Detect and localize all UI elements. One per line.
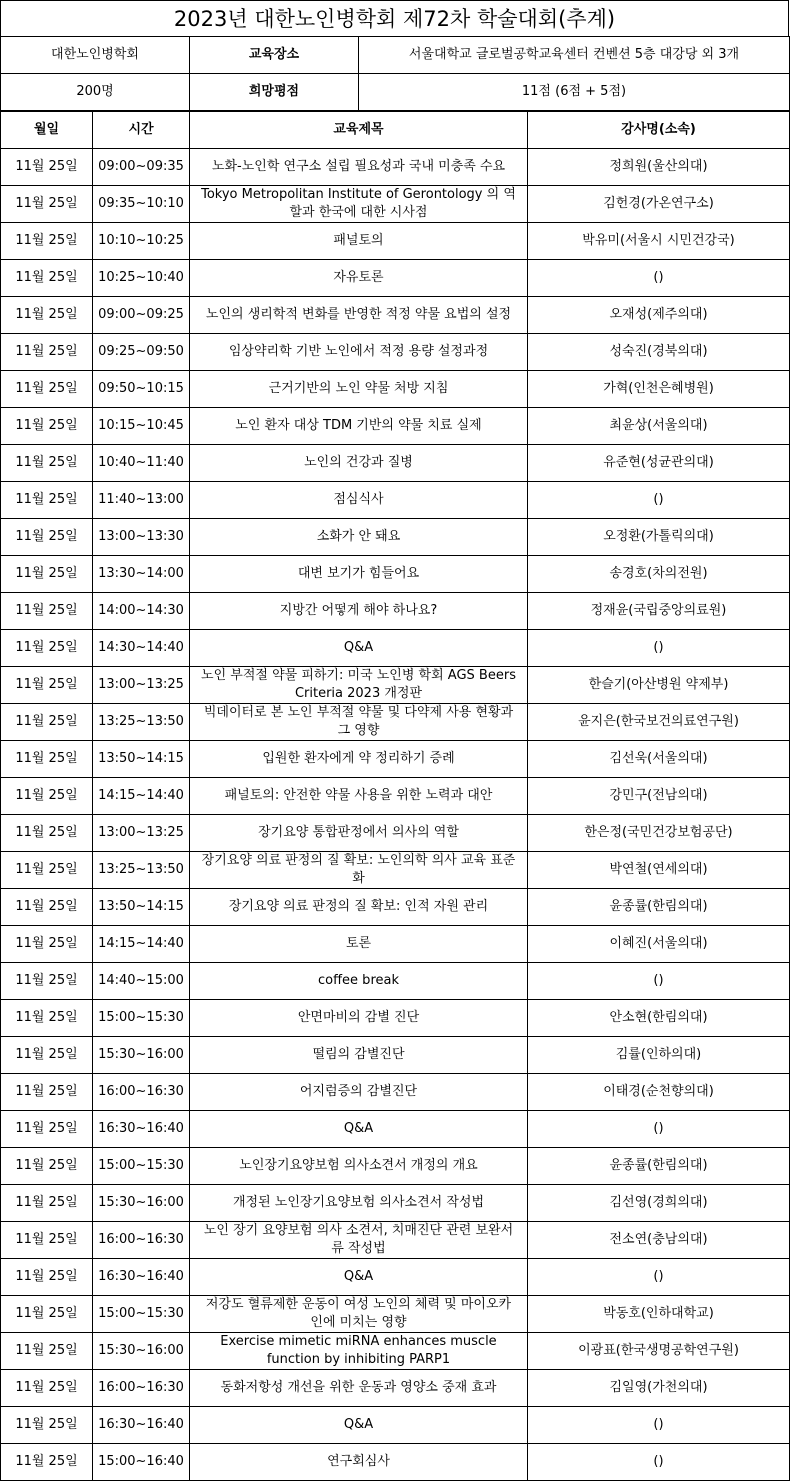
table-row bbox=[1, 1259, 790, 1296]
table-row bbox=[1, 556, 790, 593]
session-time: 10:40~11:40 bbox=[93, 445, 190, 482]
session-date: 11월 25일 bbox=[1, 334, 93, 371]
table-row bbox=[1, 889, 790, 926]
session-speaker: 김선욱(서울의대) bbox=[528, 741, 790, 778]
session-topic: 장기요양 의료 판정의 질 확보: 인적 자원 관리 bbox=[190, 889, 528, 926]
session-topic: Tokyo Metropolitan Institute of Gerontology 의 역할과 한국에 대한 시사점 bbox=[190, 186, 528, 223]
session-date: 11월 25일 bbox=[1, 1037, 93, 1074]
session-speaker: 김선영(경희의대) bbox=[528, 1185, 790, 1222]
table-row bbox=[1, 1111, 790, 1148]
session-topic: 임상약리학 기반 노인에서 적정 용량 설정과정 bbox=[190, 334, 528, 371]
session-speaker: 오정환(가톨릭의대) bbox=[528, 519, 790, 556]
table-row bbox=[1, 1370, 790, 1407]
table-row bbox=[1, 852, 790, 889]
session-topic: 떨림의 감별진단 bbox=[190, 1037, 528, 1074]
session-date: 11월 25일 bbox=[1, 741, 93, 778]
session-topic: 저강도 혈류제한 운동이 여성 노인의 체력 및 마이오카인에 미치는 영향 bbox=[190, 1296, 528, 1333]
info-table bbox=[0, 36, 790, 111]
session-time: 10:25~10:40 bbox=[93, 260, 190, 297]
session-time: 16:00~16:30 bbox=[93, 1222, 190, 1259]
schedule-header-row bbox=[1, 112, 790, 149]
session-date: 11월 25일 bbox=[1, 1111, 93, 1148]
session-topic: 장기요양 통합판정에서 의사의 역할 bbox=[190, 815, 528, 852]
header-topic: 교육제목 bbox=[190, 112, 528, 149]
session-speaker: 전소연(충남의대) bbox=[528, 1222, 790, 1259]
table-row bbox=[1, 1185, 790, 1222]
credit-value: 11점 (6점 + 5점) bbox=[359, 74, 790, 111]
session-speaker: 강민구(전남의대) bbox=[528, 778, 790, 815]
table-row bbox=[1, 778, 790, 815]
session-date: 11월 25일 bbox=[1, 1074, 93, 1111]
session-speaker: 박연철(연세의대) bbox=[528, 852, 790, 889]
session-date: 11월 25일 bbox=[1, 482, 93, 519]
session-date: 11월 25일 bbox=[1, 593, 93, 630]
table-row bbox=[1, 963, 790, 1000]
session-time: 15:30~16:00 bbox=[93, 1333, 190, 1370]
session-time: 14:30~14:40 bbox=[93, 630, 190, 667]
session-speaker: 안소현(한림의대) bbox=[528, 1000, 790, 1037]
session-date: 11월 25일 bbox=[1, 149, 93, 186]
session-time: 09:00~09:35 bbox=[93, 149, 190, 186]
session-date: 11월 25일 bbox=[1, 1444, 93, 1481]
session-time: 14:15~14:40 bbox=[93, 926, 190, 963]
session-topic: 노화-노인학 연구소 설립 필요성과 국내 미충족 수요 bbox=[190, 149, 528, 186]
session-date: 11월 25일 bbox=[1, 297, 93, 334]
session-speaker: 박유미(서울시 시민건강국) bbox=[528, 223, 790, 260]
session-date: 11월 25일 bbox=[1, 889, 93, 926]
session-date: 11월 25일 bbox=[1, 852, 93, 889]
session-time: 13:50~14:15 bbox=[93, 741, 190, 778]
session-topic: 어지럼증의 감별진단 bbox=[190, 1074, 528, 1111]
session-time: 15:30~16:00 bbox=[93, 1037, 190, 1074]
venue-label: 교육장소 bbox=[190, 37, 359, 74]
session-topic: 점심식사 bbox=[190, 482, 528, 519]
schedule-table bbox=[0, 111, 790, 1481]
session-date: 11월 25일 bbox=[1, 1000, 93, 1037]
table-row bbox=[1, 149, 790, 186]
table-row bbox=[1, 1444, 790, 1481]
session-date: 11월 25일 bbox=[1, 630, 93, 667]
session-speaker: () bbox=[528, 1444, 790, 1481]
session-time: 16:30~16:40 bbox=[93, 1407, 190, 1444]
session-time: 14:40~15:00 bbox=[93, 963, 190, 1000]
session-speaker: 윤종률(한림의대) bbox=[528, 889, 790, 926]
session-time: 11:40~13:00 bbox=[93, 482, 190, 519]
table-row bbox=[1, 926, 790, 963]
session-topic: 노인의 생리학적 변화를 반영한 적정 약물 요법의 설정 bbox=[190, 297, 528, 334]
table-row bbox=[1, 1407, 790, 1444]
session-topic: 패널토의 bbox=[190, 223, 528, 260]
table-row bbox=[1, 1000, 790, 1037]
session-date: 11월 25일 bbox=[1, 926, 93, 963]
session-speaker: 가혁(인천은혜병원) bbox=[528, 371, 790, 408]
session-time: 13:25~13:50 bbox=[93, 852, 190, 889]
session-date: 11월 25일 bbox=[1, 1259, 93, 1296]
session-topic: 노인장기요양보험 의사소견서 개정의 개요 bbox=[190, 1148, 528, 1185]
session-topic: 자유토론 bbox=[190, 260, 528, 297]
session-date: 11월 25일 bbox=[1, 1370, 93, 1407]
table-row bbox=[1, 741, 790, 778]
session-speaker: () bbox=[528, 482, 790, 519]
table-row bbox=[1, 815, 790, 852]
session-time: 16:30~16:40 bbox=[93, 1111, 190, 1148]
session-time: 13:00~13:25 bbox=[93, 815, 190, 852]
session-speaker: () bbox=[528, 963, 790, 1000]
session-speaker: 성숙진(경북의대) bbox=[528, 334, 790, 371]
session-time: 15:00~15:30 bbox=[93, 1296, 190, 1333]
session-date: 11월 25일 bbox=[1, 1333, 93, 1370]
credit-label: 희망평점 bbox=[190, 74, 359, 111]
info-row-credit bbox=[1, 74, 790, 111]
session-time: 09:50~10:15 bbox=[93, 371, 190, 408]
session-date: 11월 25일 bbox=[1, 445, 93, 482]
session-date: 11월 25일 bbox=[1, 704, 93, 741]
table-row bbox=[1, 593, 790, 630]
session-date: 11월 25일 bbox=[1, 1185, 93, 1222]
session-speaker: () bbox=[528, 1259, 790, 1296]
table-row bbox=[1, 297, 790, 334]
session-time: 15:00~15:30 bbox=[93, 1000, 190, 1037]
session-topic: 장기요양 의료 판정의 질 확보: 노인의학 의사 교육 표준화 bbox=[190, 852, 528, 889]
table-row bbox=[1, 667, 790, 704]
session-date: 11월 25일 bbox=[1, 963, 93, 1000]
session-time: 15:00~16:40 bbox=[93, 1444, 190, 1481]
session-speaker: () bbox=[528, 1407, 790, 1444]
table-row bbox=[1, 630, 790, 667]
table-row bbox=[1, 482, 790, 519]
session-topic: 노인 장기 요양보험 의사 소견서, 치매진단 관련 보완서류 작성법 bbox=[190, 1222, 528, 1259]
session-time: 15:30~16:00 bbox=[93, 1185, 190, 1222]
table-row bbox=[1, 334, 790, 371]
session-speaker: () bbox=[528, 630, 790, 667]
session-date: 11월 25일 bbox=[1, 778, 93, 815]
session-date: 11월 25일 bbox=[1, 667, 93, 704]
table-row bbox=[1, 186, 790, 223]
session-topic: 소화가 안 돼요 bbox=[190, 519, 528, 556]
session-speaker: 이태경(순천향의대) bbox=[528, 1074, 790, 1111]
session-time: 10:10~10:25 bbox=[93, 223, 190, 260]
session-topic: 개정된 노인장기요양보험 의사소견서 작성법 bbox=[190, 1185, 528, 1222]
info-row-venue bbox=[1, 37, 790, 74]
session-topic: Q&A bbox=[190, 1111, 528, 1148]
header-time: 시간 bbox=[93, 112, 190, 149]
session-topic: Q&A bbox=[190, 1407, 528, 1444]
session-topic: 안면마비의 감별 진단 bbox=[190, 1000, 528, 1037]
session-topic: coffee break bbox=[190, 963, 528, 1000]
session-time: 09:25~09:50 bbox=[93, 334, 190, 371]
session-speaker: 박동호(인하대학교) bbox=[528, 1296, 790, 1333]
table-row bbox=[1, 1333, 790, 1370]
session-topic: 빅데이터로 본 노인 부적절 약물 및 다약제 사용 현황과 그 영향 bbox=[190, 704, 528, 741]
session-time: 16:30~16:40 bbox=[93, 1259, 190, 1296]
session-speaker: () bbox=[528, 1111, 790, 1148]
capacity-value: 200명 bbox=[1, 74, 190, 111]
session-topic: 노인의 건강과 질병 bbox=[190, 445, 528, 482]
table-row bbox=[1, 1148, 790, 1185]
session-date: 11월 25일 bbox=[1, 223, 93, 260]
session-date: 11월 25일 bbox=[1, 1296, 93, 1333]
session-time: 09:35~10:10 bbox=[93, 186, 190, 223]
session-topic: Q&A bbox=[190, 1259, 528, 1296]
session-date: 11월 25일 bbox=[1, 1222, 93, 1259]
session-speaker: 한은정(국민건강보험공단) bbox=[528, 815, 790, 852]
session-time: 14:00~14:30 bbox=[93, 593, 190, 630]
session-time: 14:15~14:40 bbox=[93, 778, 190, 815]
session-speaker: 송경호(차의전원) bbox=[528, 556, 790, 593]
session-topic: Exercise mimetic miRNA enhances muscle function by inhibiting PARP1 bbox=[190, 1333, 528, 1370]
session-date: 11월 25일 bbox=[1, 519, 93, 556]
session-topic: 동화저항성 개선을 위한 운동과 영양소 중재 효과 bbox=[190, 1370, 528, 1407]
table-row bbox=[1, 1222, 790, 1259]
session-topic: 입원한 환자에게 약 정리하기 증례 bbox=[190, 741, 528, 778]
session-time: 16:00~16:30 bbox=[93, 1370, 190, 1407]
session-time: 10:15~10:45 bbox=[93, 408, 190, 445]
organizer-value: 대한노인병학회 bbox=[1, 37, 190, 74]
table-row bbox=[1, 704, 790, 741]
session-time: 09:00~09:25 bbox=[93, 297, 190, 334]
session-date: 11월 25일 bbox=[1, 1407, 93, 1444]
table-row bbox=[1, 371, 790, 408]
table-row bbox=[1, 1074, 790, 1111]
document-title: 2023년 대한노인병학회 제72차 학술대회(추계) bbox=[0, 0, 789, 36]
session-date: 11월 25일 bbox=[1, 408, 93, 445]
session-date: 11월 25일 bbox=[1, 260, 93, 297]
session-date: 11월 25일 bbox=[1, 371, 93, 408]
session-topic: 근거기반의 노인 약물 처방 지침 bbox=[190, 371, 528, 408]
session-speaker: () bbox=[528, 260, 790, 297]
session-time: 15:00~15:30 bbox=[93, 1148, 190, 1185]
session-speaker: 오재성(제주의대) bbox=[528, 297, 790, 334]
table-row bbox=[1, 1037, 790, 1074]
session-time: 13:25~13:50 bbox=[93, 704, 190, 741]
session-time: 13:00~13:30 bbox=[93, 519, 190, 556]
session-time: 13:30~14:00 bbox=[93, 556, 190, 593]
session-topic: 패널토의: 안전한 약물 사용을 위한 노력과 대안 bbox=[190, 778, 528, 815]
session-speaker: 한슬기(아산병원 약제부) bbox=[528, 667, 790, 704]
session-topic: 토론 bbox=[190, 926, 528, 963]
session-speaker: 김헌경(가온연구소) bbox=[528, 186, 790, 223]
session-time: 13:50~14:15 bbox=[93, 889, 190, 926]
session-speaker: 정재윤(국립중앙의료원) bbox=[528, 593, 790, 630]
table-row bbox=[1, 408, 790, 445]
session-date: 11월 25일 bbox=[1, 186, 93, 223]
schedule-body bbox=[1, 149, 790, 1481]
session-speaker: 이혜진(서울의대) bbox=[528, 926, 790, 963]
table-row bbox=[1, 519, 790, 556]
table-row bbox=[1, 260, 790, 297]
header-date: 월일 bbox=[1, 112, 93, 149]
session-speaker: 최윤상(서울의대) bbox=[528, 408, 790, 445]
venue-value: 서울대학교 글로벌공학교육센터 컨벤션 5층 대강당 외 3개 bbox=[359, 37, 790, 74]
session-topic: Q&A bbox=[190, 630, 528, 667]
session-time: 16:00~16:30 bbox=[93, 1074, 190, 1111]
header-speaker: 강사명(소속) bbox=[528, 112, 790, 149]
session-date: 11월 25일 bbox=[1, 815, 93, 852]
session-speaker: 이광표(한국생명공학연구원) bbox=[528, 1333, 790, 1370]
table-row bbox=[1, 1296, 790, 1333]
session-time: 13:00~13:25 bbox=[93, 667, 190, 704]
session-topic: 지방간 어떻게 해야 하나요? bbox=[190, 593, 528, 630]
session-speaker: 윤지은(한국보건의료연구원) bbox=[528, 704, 790, 741]
table-row bbox=[1, 445, 790, 482]
session-topic: 노인 부적절 약물 피하기: 미국 노인병 학회 AGS Beers Criteria 2023 개정판 bbox=[190, 667, 528, 704]
session-speaker: 윤종률(한림의대) bbox=[528, 1148, 790, 1185]
table-row bbox=[1, 223, 790, 260]
session-speaker: 정희원(울산의대) bbox=[528, 149, 790, 186]
session-topic: 대변 보기가 힘들어요 bbox=[190, 556, 528, 593]
session-topic: 연구회심사 bbox=[190, 1444, 528, 1481]
session-speaker: 김률(인하의대) bbox=[528, 1037, 790, 1074]
session-topic: 노인 환자 대상 TDM 기반의 약물 치료 실제 bbox=[190, 408, 528, 445]
session-date: 11월 25일 bbox=[1, 1148, 93, 1185]
session-speaker: 김일영(가천의대) bbox=[528, 1370, 790, 1407]
session-speaker: 유준현(성균관의대) bbox=[528, 445, 790, 482]
session-date: 11월 25일 bbox=[1, 556, 93, 593]
